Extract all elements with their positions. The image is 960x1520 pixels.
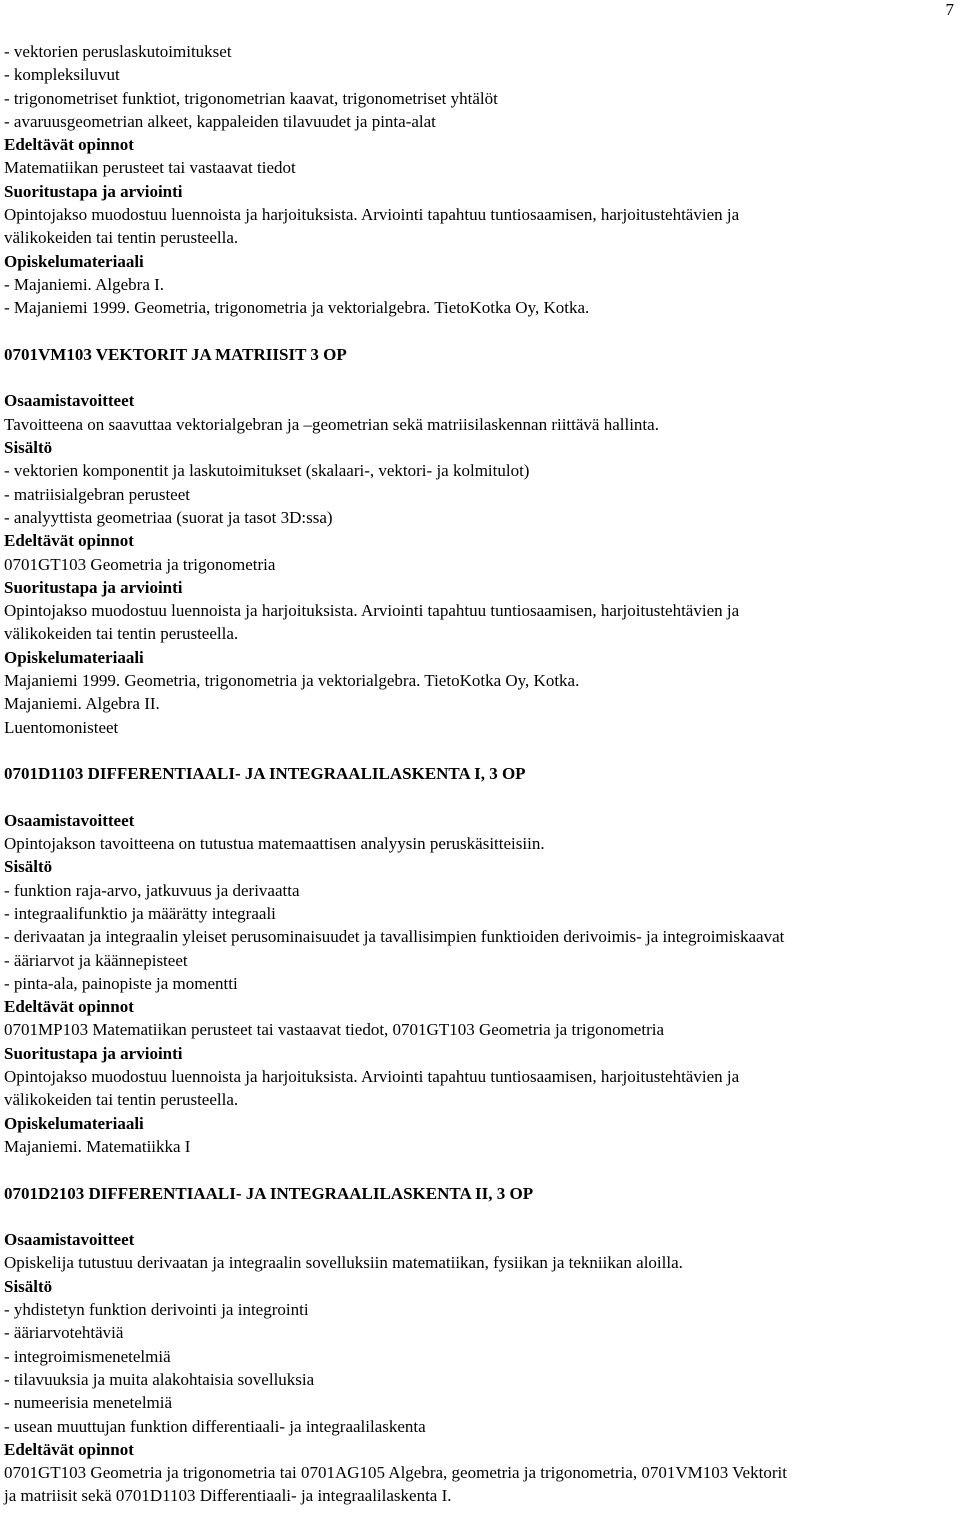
spacer [4, 320, 956, 343]
section-heading: Suoritustapa ja arviointi [4, 181, 183, 201]
spacer [4, 1205, 956, 1228]
section-heading: Opiskelumateriaali [4, 1113, 144, 1133]
text-line: - avaruusgeometrian alkeet, kappaleiden tilavuudet ja pinta-alat [4, 111, 436, 131]
section-heading: Edeltävät opinnot [4, 135, 134, 155]
section-vektorit-ja-matriisit [4, 389, 956, 738]
section-heading: Edeltävät opinnot [4, 531, 134, 551]
section-heading: Opiskelumateriaali [4, 251, 144, 271]
text-line: - derivaatan ja integraalin yleiset perusominaisuudet ja tavallisimpien funktioiden derivoimis- ja integroimiskaavat [4, 927, 785, 947]
section-continuation [4, 40, 956, 320]
text-line: Majaniemi. Algebra II. [4, 694, 160, 714]
text-line: välikokeiden tai tentin perusteella. [4, 624, 239, 644]
spacer [4, 786, 956, 809]
text-line: välikokeiden tai tentin perusteella. [4, 1090, 239, 1110]
text-line: ja matriisit sekä 0701D1103 Differentiaali- ja integraalilaskenta I. [4, 1486, 452, 1506]
text-line: - tilavuuksia ja muita alakohtaisia sovelluksia [4, 1369, 315, 1389]
section-differentiaali-ii [4, 1228, 956, 1508]
text-line: - trigonometriset funktiot, trigonometrian kaavat, trigonometriset yhtälöt [4, 88, 498, 108]
text-line: 0701GT103 Geometria ja trigonometria [4, 554, 276, 574]
text-line: - ääriarvot ja käännepisteet [4, 950, 188, 970]
spacer [4, 739, 956, 762]
text-line: Opintojakso muodostuu luennoista ja harjoituksista. Arviointi tapahtuu tuntiosaamisen, harjoitustehtävien ja [4, 1067, 740, 1087]
text-line: - ääriarvotehtäviä [4, 1323, 124, 1343]
section-heading: Suoritustapa ja arviointi [4, 1043, 183, 1063]
text-line: Majaniemi. Matematiikka I [4, 1136, 191, 1156]
text-line: Opintojakso muodostuu luennoista ja harjoituksista. Arviointi tapahtuu tuntiosaamisen, harjoitustehtävien ja [4, 205, 740, 225]
section-heading: Sisältö [4, 1276, 53, 1296]
text-line: - pinta-ala, painopiste ja momentti [4, 973, 238, 993]
text-line: 0701GT103 Geometria ja trigonometria tai 0701AG105 Algebra, geometria ja trigonometria, 0701VM103 Vektorit [4, 1463, 787, 1483]
page-number: 7 [945, 0, 954, 19]
text-line: - usean muuttujan funktion differentiaali- ja integraalilaskenta [4, 1416, 426, 1436]
text-line: Opintojakson tavoitteena on tutustua matemaattisen analyysin peruskäsitteisiin. [4, 834, 545, 854]
text-line: - vektorien peruslaskutoimitukset [4, 42, 232, 61]
text-line: - analyyttista geometriaa (suorat ja tasot 3D:ssa) [4, 507, 333, 527]
text-line: - Majaniemi 1999. Geometria, trigonometria ja vektorialgebra. TietoKotka Oy, Kotka. [4, 298, 590, 318]
section-heading: Osaamistavoitteet [4, 810, 135, 830]
spacer [4, 366, 956, 389]
section-heading: Opiskelumateriaali [4, 647, 144, 667]
text-line: - numeerisia menetelmiä [4, 1393, 173, 1413]
section-heading: Osaamistavoitteet [4, 391, 135, 411]
text-line: välikokeiden tai tentin perusteella. [4, 228, 239, 248]
section-differentiaali-i [4, 809, 956, 1158]
section-heading: Edeltävät opinnot [4, 997, 134, 1017]
text-line: Matematiikan perusteet tai vastaavat tiedot [4, 158, 296, 178]
course-title-vektorit-ja-matriisit: 0701VM103 VEKTORIT JA MATRIISIT 3 OP [4, 344, 347, 364]
text-line: - yhdistetyn funktion derivointi ja integrointi [4, 1300, 309, 1320]
text-line: Majaniemi 1999. Geometria, trigonometria ja vektorialgebra. TietoKotka Oy, Kotka. [4, 671, 580, 691]
text-line: - Majaniemi. Algebra I. [4, 274, 165, 294]
text-line: - vektorien komponentit ja laskutoimitukset (skalaari-, vektori- ja kolmitulot) [4, 461, 530, 481]
section-heading: Sisältö [4, 857, 53, 877]
spacer [4, 1158, 956, 1181]
text-line: Luentomonisteet [4, 717, 119, 737]
course-title-differentiaali-ii: 0701D2103 DIFFERENTIAALI- JA INTEGRAALILASKENTA II, 3 OP [4, 1183, 534, 1203]
text-line: 0701MP103 Matematiikan perusteet tai vastaavat tiedot, 0701GT103 Geometria ja trigonometria [4, 1020, 664, 1040]
text-line: - kompleksiluvut [4, 65, 120, 85]
text-line: - integroimismenetelmiä [4, 1346, 171, 1366]
text-line: - funktion raja-arvo, jatkuvuus ja derivaatta [4, 880, 300, 900]
section-heading: Suoritustapa ja arviointi [4, 577, 183, 597]
section-heading: Osaamistavoitteet [4, 1230, 135, 1250]
text-line: Opintojakso muodostuu luennoista ja harjoituksista. Arviointi tapahtuu tuntiosaamisen, harjoitustehtävien ja [4, 601, 740, 621]
text-line: - matriisialgebran perusteet [4, 484, 190, 504]
text-line: Tavoitteena on saavuttaa vektorialgebran ja –geometrian sekä matriisilaskennan riittävä hallinta. [4, 414, 659, 434]
text-line: - integraalifunktio ja määrätty integraali [4, 903, 276, 923]
section-heading: Edeltävät opinnot [4, 1439, 134, 1459]
course-title-differentiaali-i: 0701D1103 DIFFERENTIAALI- JA INTEGRAALILASKENTA I, 3 OP [4, 764, 526, 784]
text-line: Opiskelija tutustuu derivaatan ja integraalin sovelluksiin matematiikan, fysiikan ja tekniikan aloilla. [4, 1253, 683, 1273]
section-heading: Sisältö [4, 438, 53, 458]
